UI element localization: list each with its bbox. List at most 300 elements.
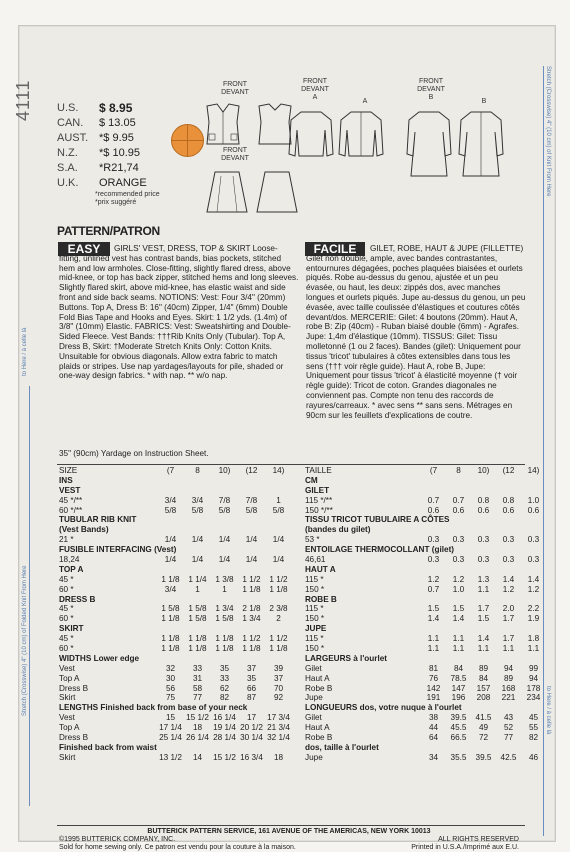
table-cell: 56 [165,683,176,693]
table-cell: 2 3/8 [269,604,288,614]
table-cell: 33 [219,673,230,683]
table-row-label: GILET [305,485,330,495]
table-row-label: 150 * [305,644,325,654]
table-cell: 178 [526,683,541,693]
table-cell: 1 1/8 [161,644,180,654]
table-row-label: Gilet [305,663,322,673]
table-cell [184,595,211,605]
table-cell: 1.4 [427,614,440,624]
table-row [59,703,292,713]
table-cell: 44 [428,723,439,733]
table-cell: 32 [165,663,176,673]
table-row [305,664,546,674]
table-cell [446,525,471,535]
table-cell [265,654,292,664]
table-cell: 0.3 [477,555,490,565]
table-cell [265,703,292,713]
facile-badge: FACILE [305,242,365,256]
table-cell: 1/4 [164,535,177,545]
table-cell: 66.5 [450,733,467,743]
table-cell: 1.0 [452,584,465,594]
table-cell: 7/8 [218,495,231,505]
table-cell: 5/8 [191,505,204,515]
table-cell [446,565,471,575]
table-row-label: VEST [59,485,81,495]
table-cell: 5/8 [164,505,177,515]
table-row-label: 45 * [59,634,74,644]
table-row-label: ROBE B [305,594,337,604]
footer [59,828,519,852]
table-row-label: Robe B [305,733,333,743]
table-row [59,634,292,644]
table-row-label: dos, taille à l'ourlet [305,742,379,752]
table-cell: 87 [246,693,257,703]
table-row-label: WIDTHS Lower edge [59,653,140,663]
table-row [305,693,546,703]
fig-label-front-b: FRONT DEVANT B [417,78,445,101]
table-cell: 1 1/8 [161,614,180,624]
footer-rights: ALL RIGHTS RESERVED [438,836,519,843]
vest-sketch [199,102,299,150]
table-cell: 0.3 [427,555,440,565]
table-cell: 0.6 [502,505,515,515]
table-cell: 19 1/4 [213,723,236,733]
table-cell: 39 [273,663,284,673]
table-cell: 1 [195,584,200,594]
table-cell: 43 [503,713,514,723]
table-row-label: 60 * [59,584,74,594]
table-row-label: Skirt [59,693,76,703]
table-row [305,545,546,555]
easy-badge: EASY [58,242,110,256]
table-row [59,506,292,516]
table-row-label: TOP A [59,564,84,574]
table-cell [471,595,496,605]
table-cell: 1 1/8 [161,634,180,644]
table-cell [157,476,184,486]
table-cell: 1.1 [452,644,465,654]
table-row [305,644,546,654]
table-cell [496,743,521,753]
table-cell [496,525,521,535]
table-row-label: Gilet [305,713,322,723]
table-row-label: 60 */** [59,505,83,515]
table-row [305,585,546,595]
table-cell: 0.8 [502,495,515,505]
table-cell [521,624,546,634]
table-cell [471,525,496,535]
table-cell: 2 1/8 [242,604,261,614]
table-cell: 5/8 [218,505,231,515]
table-row [305,525,546,535]
table-cell: 17 3/4 [267,713,290,723]
table-cell: 39.5 [475,752,492,762]
table-cell: 14) [272,466,285,475]
table-cell [265,743,292,753]
table-cell [157,545,184,555]
table-cell: 1 [276,495,281,505]
table-cell [421,515,446,525]
table-row [59,545,292,555]
table-cell: 1 5/8 [188,604,207,614]
table-row [305,713,546,723]
table-row [59,525,292,535]
table-row-label: JUPE [305,624,327,634]
table-row [59,585,292,595]
table-cell: 1.2 [452,574,465,584]
table-cell: 1.7 [477,604,490,614]
table-cell: 41.5 [475,713,492,723]
table-cell: 0.3 [452,535,465,545]
table-row [305,506,546,516]
table-cell: 31 [192,673,203,683]
table-cell: 18 [273,752,284,762]
table-row [305,565,546,575]
side-stretch-text-right: Stretch (Crosswise) 4" (10 cm) of Knit From Here [545,66,551,197]
table-cell [238,624,265,634]
table-cell [421,525,446,535]
table-row [59,723,292,733]
table-cell: 1/4 [191,555,204,565]
table-cell: (12 [245,466,258,475]
table-cell [446,595,471,605]
table-cell [471,654,496,664]
table-cell: 70 [273,683,284,693]
table-cell [211,525,238,535]
table-row [59,555,292,565]
table-cell [446,515,471,525]
table-row-label: Vest [59,663,75,673]
table-row [305,733,546,743]
table-cell: 20 1/2 [240,723,263,733]
table-cell: 99 [528,663,539,673]
table-cell [238,476,265,486]
table-cell: 1.5 [477,614,490,624]
table-cell [496,476,521,486]
table-top-rule [57,464,525,465]
table-cell: 1.9 [527,614,540,624]
table-cell: 3/4 [164,495,177,505]
table-cell: 66 [246,683,257,693]
table-cell: 1 3/8 [215,574,234,584]
table-cell: 1.1 [452,634,465,644]
fig-label-front-skirt: FRONT DEVANT [221,147,249,162]
recommended-note-2: *prix suggéré [95,199,137,206]
table-cell: 64 [428,733,439,743]
skirt-sketch [203,168,303,218]
table-cell [496,486,521,496]
table-cell [238,565,265,575]
table-cell: 1 3/4 [215,604,234,614]
table-row [305,466,546,476]
table-cell [211,545,238,555]
table-row [59,486,292,496]
table-cell [211,565,238,575]
table-cell [446,743,471,753]
table-cell: 39.5 [450,713,467,723]
table-cell [238,525,265,535]
table-row-label: FUSIBLE INTERFACING (Vest) [59,545,177,555]
table-cell [211,703,238,713]
table-row-label: Jupe [305,752,323,762]
table-row-label: 115 */** [305,495,333,505]
table-cell: 1 1/2 [269,634,288,644]
table-cell [265,515,292,525]
table-cell: 0.3 [527,555,540,565]
table-cell: 5/8 [245,505,258,515]
table-cell: 1/4 [272,555,285,565]
table-row-label: INS [59,475,73,485]
table-cell: 49 [478,723,489,733]
table-cell: 32 1/4 [267,733,290,743]
table-row-label: Dress B [59,683,89,693]
table-cell [184,743,211,753]
table-cell [184,525,211,535]
table-cell [238,515,265,525]
table-row-label: Vest [59,713,75,723]
table-cell: 8 [456,466,461,475]
table-cell: 1.5 [452,604,465,614]
table-cell: 75 [165,693,176,703]
table-cell [521,486,546,496]
table-cell [265,565,292,575]
table-cell [496,703,521,713]
table-cell: 1 [222,584,227,594]
table-cell [446,703,471,713]
table-cell [157,743,184,753]
table-cell: 0.7 [452,495,465,505]
table-cell: 2 [276,614,281,624]
table-row [305,753,546,763]
english-description: GIRLS' VEST, DRESS, TOP & SKIRT Loose-fitting, unlined vest has contrast bands, bias pockets, stitched hem and low armholes. Close-fitting, slightly flared dress, above mid-knee, or top has back zipper, stitched hems and long sleeves. Slightly flared skirt, above mid-knee, has elastic waist and side front and side back seams. NOTIONS: Vest: Four 3/4" (20mm) Buttons. Top A, Dress B: 16" (40cm) Zipper, 1/4" (6mm) Double Fold Bias Tape and Hooks and Eyes. Skirt: 1 1/2 yds. (1.4m) of 3/8" (10mm) Elastic. FABRICS: Vest: Sweatshirting and Double-Sided Fleece. Vest Bands: †††Rib Knits Only (Tubular). Top A, Dress B, Skirt: †Moderate Stretch Knits Only: Cotton Knits. Unsuitable for obvious diagonals. Allow extra fabric to match plaids or stripes. Use nap yardages/layouts for pile, shaded or one-way design fabrics. * with nap. ** w/o nap. [59,244,299,381]
table-cell: 42.5 [500,752,517,762]
table-cell [496,624,521,634]
table-cell [211,654,238,664]
table-cell: 3/4 [191,495,204,505]
table-cell: 1.1 [477,644,490,654]
table-row-label: 45 * [59,604,74,614]
table-row [59,693,292,703]
table-cell [521,476,546,486]
table-cell: 81 [428,663,439,673]
table-cell [184,624,211,634]
table-cell: 1.8 [527,634,540,644]
table-cell: 1.5 [427,604,440,614]
stretch-guide-bar [29,386,30,806]
table-cell: 1 1/4 [188,574,207,584]
table-cell: 1.2 [527,584,540,594]
table-row [305,575,546,585]
table-cell: 2.0 [502,604,515,614]
table-cell: 1 1/2 [269,574,288,584]
table-cell [471,486,496,496]
table-row [305,654,546,664]
table-row-label: 115 * [305,634,324,644]
table-cell: 1 5/8 [188,614,207,624]
table-row [305,614,546,624]
table-cell: 92 [273,693,284,703]
table-cell: 58 [192,683,203,693]
table-cell [521,565,546,575]
table-cell: 38 [428,713,439,723]
table-cell [184,486,211,496]
table-cell: 15 [165,713,176,723]
fig-label-front-vest: FRONT DEVANT [221,81,249,96]
table-cell [265,545,292,555]
table-cell: 45 [528,713,539,723]
table-cell [446,486,471,496]
table-cell: 34 [428,752,439,762]
table-cell: 196 [451,693,466,703]
table-cell [521,525,546,535]
table-cell [265,624,292,634]
table-cell: 0.6 [427,505,440,515]
table-cell [421,545,446,555]
table-cell: 8 [195,466,200,475]
table-cell [157,624,184,634]
table-row-label: 115 * [305,574,324,584]
table-cell: 45.5 [450,723,467,733]
table-cell: 1/4 [272,535,285,545]
table-cell: 7/8 [245,495,258,505]
table-cell: 0.6 [527,505,540,515]
table-cell: 0.7 [427,584,440,594]
table-cell [471,703,496,713]
table-cell [211,515,238,525]
side-stretch-text: Stretch (Crosswise) 4" (10 cm) of Folded Knit From Here [22,565,28,716]
table-cell [421,486,446,496]
table-cell: 52 [503,723,514,733]
table-cell: 16 1/4 [213,713,236,723]
table-cell: 30 [165,673,176,683]
yardage-table-english [59,466,292,763]
table-cell: 1 5/8 [161,604,180,614]
table-row [305,624,546,634]
table-cell [265,486,292,496]
table-row [59,624,292,634]
price-list: U.S. $ 8.95 CAN. $ 13.05 AUST. *$ 9.95 N.Z. *$ 10.95 S.A. *R21,74 U.K. ORANGE *recommended price *prix suggéré [57,101,160,206]
table-cell [421,476,446,486]
table-cell: 1 1/2 [242,574,261,584]
table-cell [421,654,446,664]
table-cell: 3/4 [164,584,177,594]
table-cell: 15 1/2 [186,713,209,723]
table-cell: 37 [246,663,257,673]
recommended-note-1: *recommended price [95,191,160,198]
table-row [305,555,546,565]
table-row-label: (bandes du gilet) [305,525,371,535]
table-row-label: HAUT A [305,564,336,574]
table-cell: 0.6 [452,505,465,515]
table-cell: 15 1/2 [213,752,236,762]
table-row [59,644,292,654]
table-cell: 1.4 [527,574,540,584]
table-row [305,604,546,614]
table-cell: 168 [501,683,516,693]
table-row [59,575,292,585]
table-cell: 16 3/4 [240,752,263,762]
table-cell [211,595,238,605]
table-row-label: Finished back from waist [59,742,157,752]
table-cell: 1 1/2 [242,634,261,644]
table-cell: 1 1/8 [161,574,180,584]
table-cell: 82 [219,693,230,703]
table-row [59,684,292,694]
table-cell: 1 1/8 [269,644,288,654]
table-row [59,515,292,525]
table-cell: 28 1/4 [213,733,236,743]
side-to-here-text: to Here / à celle là [22,327,28,376]
table-cell: 94 [528,673,539,683]
table-cell [471,565,496,575]
footer-copyright: ©1995 BUTTERICK COMPANY, INC. [59,836,176,843]
table-row-label: 115 * [305,604,324,614]
table-row-label: (Vest Bands) [59,525,109,535]
table-row [305,674,546,684]
table-cell: 77 [503,733,514,743]
table-cell: 89 [478,663,489,673]
table-cell [521,703,546,713]
table-cell: 84 [453,663,464,673]
table-cell [238,486,265,496]
table-cell [157,654,184,664]
table-cell [471,515,496,525]
table-cell: 46 [528,752,539,762]
table-row [59,595,292,605]
table-cell: 1.7 [502,634,515,644]
table-cell: 18 [192,723,203,733]
table-cell: 55 [528,723,539,733]
table-cell [157,595,184,605]
table-cell: 1/4 [245,555,258,565]
table-cell [211,743,238,753]
table-cell: 1/4 [164,555,177,565]
table-row-label: Haut A [305,673,330,683]
fig-label-b: B [481,98,487,105]
table-cell: 76 [428,673,439,683]
table-row-label: SIZE [59,466,78,475]
table-cell: 234 [526,693,541,703]
table-cell: 1.4 [452,614,465,624]
table-cell: 1.0 [527,495,540,505]
table-row [305,535,546,545]
table-cell [421,565,446,575]
table-cell [184,703,211,713]
table-cell: 147 [451,683,466,693]
table-row [305,595,546,605]
table-row-label: Jupe [305,693,323,703]
table-row [305,723,546,733]
table-cell: 35.5 [450,752,467,762]
table-cell: 1.1 [477,584,490,594]
table-cell: 77 [192,693,203,703]
table-cell: 82 [528,733,539,743]
pattern-envelope [13,25,556,851]
table-cell: 0.3 [502,535,515,545]
table-cell: 21 3/4 [267,723,290,733]
table-cell [157,703,184,713]
table-cell: 1 5/8 [215,614,234,624]
table-cell: 14) [527,466,540,475]
table-cell: 5/8 [272,505,285,515]
table-cell: 0.3 [427,535,440,545]
table-row [59,654,292,664]
table-cell [184,545,211,555]
table-cell [184,654,211,664]
table-row [305,634,546,644]
table-cell [446,624,471,634]
table-cell: 1 1/8 [269,584,288,594]
